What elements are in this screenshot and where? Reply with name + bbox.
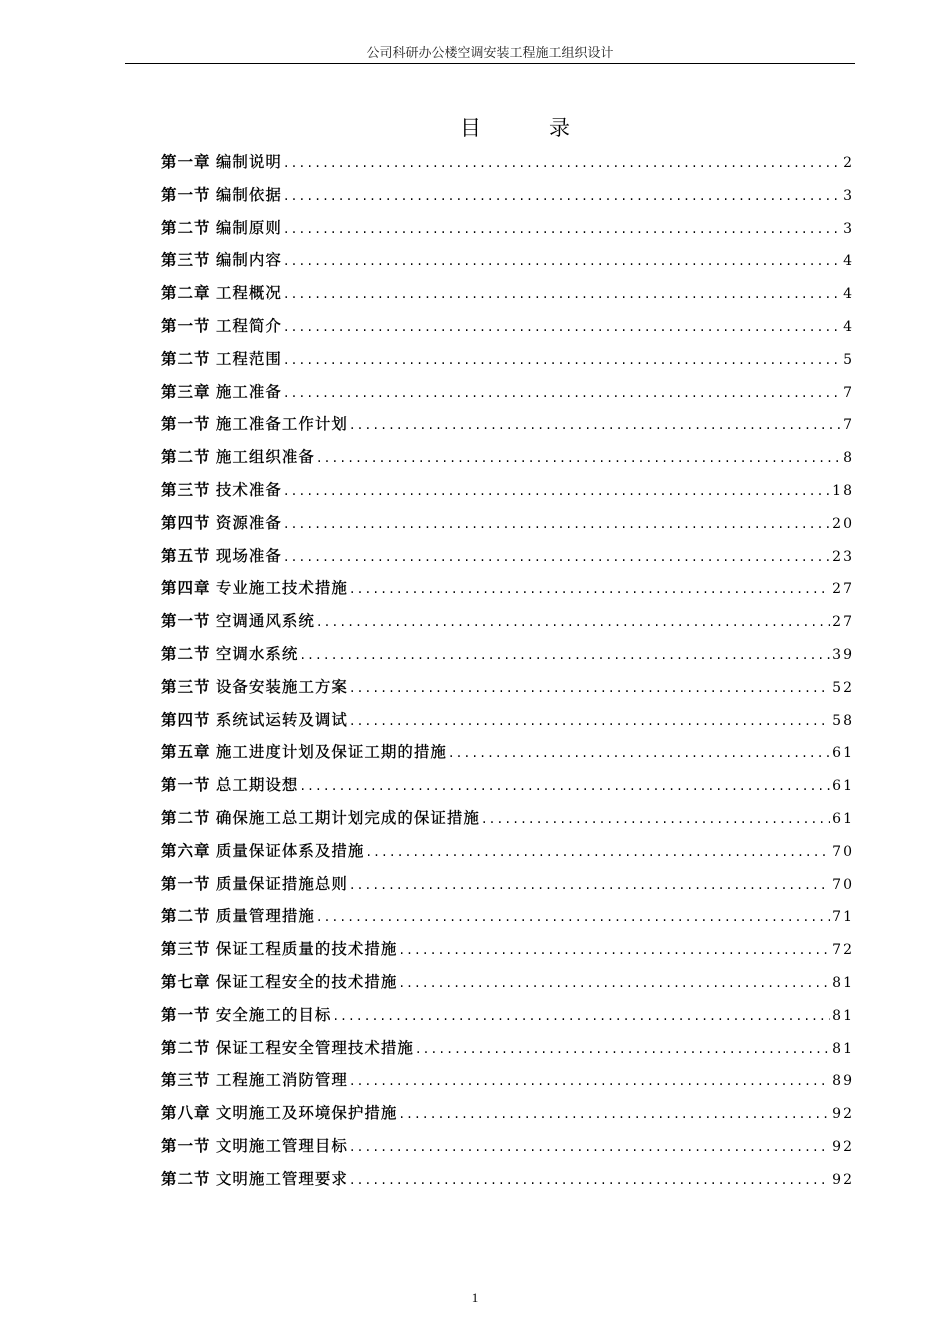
running-header: 公司科研办公楼空调安装工程施工组织设计	[366, 46, 614, 61]
toc-dot-leader	[350, 680, 830, 696]
toc-dot-leader	[284, 253, 841, 269]
toc-entry-label: 第二节	[161, 448, 211, 467]
toc-dot-leader	[482, 811, 830, 827]
toc-entry-label: 第三章	[161, 382, 211, 401]
toc-entry-label: 第三节	[161, 677, 211, 696]
toc-dot-leader	[284, 549, 830, 565]
toc-entry-page: 27	[832, 614, 854, 631]
toc-entry-page: 4	[843, 253, 854, 270]
toc-dot-leader	[284, 188, 841, 204]
toc-entry-title: 安全施工的目标	[215, 1005, 332, 1024]
toc-entry[interactable]	[161, 576, 854, 609]
toc-entry-title: 现场准备	[215, 546, 282, 565]
toc-dot-leader	[284, 286, 841, 302]
toc-dot-leader	[300, 778, 830, 794]
toc-entry-page: 81	[832, 1040, 854, 1057]
toc-entry[interactable]	[161, 380, 854, 413]
toc-entry-label: 第二节	[161, 644, 211, 663]
toc-entry[interactable]	[161, 1101, 854, 1134]
toc-entry-title: 文明施工及环境保护措施	[215, 1104, 398, 1123]
toc-dot-leader	[284, 385, 841, 401]
toc-entry-page: 61	[832, 810, 854, 827]
toc-entry-label: 第二章	[161, 284, 211, 303]
toc-dot-leader	[449, 745, 830, 761]
toc-entry[interactable]	[161, 478, 854, 511]
toc-entry-title: 文明施工管理要求	[215, 1169, 348, 1188]
toc-entry[interactable]	[161, 150, 854, 183]
toc-entry-title: 施工组织准备	[215, 448, 315, 467]
toc-entry-title: 质量管理措施	[215, 907, 315, 926]
toc-entry[interactable]	[161, 1134, 854, 1167]
toc-entry-label: 第二节	[161, 218, 211, 237]
toc-entry-label: 第二节	[161, 1038, 211, 1057]
toc-entry-title: 工程概况	[215, 284, 282, 303]
toc-entry-label: 第一章	[161, 153, 211, 171]
toc-entry-title: 施工准备工作计划	[215, 415, 348, 434]
toc-dot-leader	[284, 319, 841, 335]
toc-dot-leader	[350, 581, 830, 597]
toc-entry[interactable]	[161, 904, 854, 937]
toc-entry[interactable]	[161, 642, 854, 675]
toc-entry-title: 施工准备	[215, 382, 282, 401]
toc-dot-leader	[300, 647, 830, 663]
toc-entry[interactable]	[161, 773, 854, 806]
toc-entry[interactable]	[161, 675, 854, 708]
toc-dot-leader	[317, 614, 830, 630]
toc-entry-page: 92	[832, 1171, 854, 1188]
toc-entry-page: 71	[832, 909, 854, 926]
toc-entry-title: 技术准备	[215, 480, 282, 499]
toc-entry-label: 第三节	[161, 1071, 211, 1090]
toc-entry[interactable]	[161, 806, 854, 839]
toc-entry-label: 第一节	[161, 612, 211, 631]
toc-entry[interactable]	[161, 1068, 854, 1101]
toc-entry-title: 空调水系统	[215, 644, 299, 663]
toc-entry-title: 编制内容	[215, 251, 282, 270]
toc-entry-label: 第六章	[161, 841, 211, 860]
toc-entry-page: 20	[832, 515, 854, 532]
toc-entry-label: 第五章	[161, 743, 211, 762]
toc-entry-label: 第二节	[161, 1169, 211, 1188]
toc-dot-leader	[399, 1106, 830, 1122]
toc-entry[interactable]	[161, 970, 854, 1003]
toc-entry-label: 第二节	[161, 907, 211, 926]
toc-entry-title: 保证工程安全管理技术措施	[215, 1038, 414, 1057]
toc-entry[interactable]	[161, 347, 854, 380]
toc-entry-page: 5	[843, 351, 854, 368]
toc-dot-leader	[399, 942, 830, 958]
toc-entry-title: 系统试运转及调试	[215, 710, 348, 729]
toc-entry-page: 92	[832, 1106, 854, 1123]
toc-entry[interactable]	[161, 1036, 854, 1069]
toc-entry-title: 文明施工管理目标	[215, 1136, 348, 1155]
header-rule	[125, 63, 855, 64]
toc-entry-page: 7	[843, 417, 854, 434]
toc-entry[interactable]	[161, 708, 854, 741]
toc-entry-label: 第一节	[161, 185, 211, 204]
toc-entry-title: 设备安装施工方案	[215, 677, 348, 696]
toc-dot-leader	[350, 713, 830, 729]
toc-entry-page: 70	[832, 876, 854, 893]
toc-entry-label: 第七章	[161, 972, 211, 991]
toc-dot-leader	[284, 155, 841, 171]
toc-entry-page: 39	[832, 646, 854, 663]
toc-entry[interactable]	[161, 937, 854, 970]
toc-title	[0, 112, 950, 142]
toc-entry-label: 第三节	[161, 480, 211, 499]
toc-entry[interactable]	[161, 1003, 854, 1036]
toc-entry[interactable]	[161, 183, 854, 216]
toc-entry-page: 92	[832, 1138, 854, 1155]
toc-entry-title: 工程范围	[215, 349, 282, 368]
toc-entry-label: 第一节	[161, 776, 211, 795]
toc-entry-label: 第四节	[161, 710, 211, 729]
toc-dot-leader	[416, 1041, 830, 1057]
toc-dot-leader	[399, 975, 830, 991]
toc-entry-title: 保证工程质量的技术措施	[215, 940, 398, 959]
toc-dot-leader	[284, 352, 841, 368]
toc-entry-page: 23	[832, 548, 854, 565]
toc-entry-page: 2	[843, 155, 854, 171]
toc-entry-page: 3	[843, 187, 854, 204]
toc-entry-page: 61	[832, 745, 854, 762]
toc-entry-label: 第三节	[161, 940, 211, 959]
toc-entry-page: 72	[832, 942, 854, 959]
toc-entry-page: 8	[843, 450, 854, 467]
toc-entry-page: 61	[832, 778, 854, 795]
toc-entry-title: 编制说明	[215, 153, 282, 171]
toc-entry-label: 第四章	[161, 579, 211, 598]
toc-entry[interactable]	[161, 281, 854, 314]
toc-entry[interactable]	[161, 872, 854, 905]
toc-entry-label: 第一节	[161, 316, 211, 335]
toc-entry-title: 质量保证体系及措施	[215, 841, 365, 860]
toc-entry-label: 第八章	[161, 1104, 211, 1123]
toc-entry-page: 81	[832, 974, 854, 991]
toc-entry-label: 第一节	[161, 874, 211, 893]
toc-dot-leader	[350, 417, 841, 433]
toc-entry-label: 第一节	[161, 1136, 211, 1155]
toc-entry-page: 70	[832, 843, 854, 860]
toc-entry-title: 编制依据	[215, 185, 282, 204]
toc-entry-title: 确保施工总工期计划完成的保证措施	[215, 808, 480, 827]
toc-dot-leader	[284, 516, 830, 532]
toc-list	[161, 150, 854, 1200]
toc-entry-title: 质量保证措施总则	[215, 874, 348, 893]
toc-entry-page: 58	[832, 712, 854, 729]
toc-entry[interactable]	[161, 1167, 854, 1200]
page-number: 1	[471, 1290, 479, 1305]
toc-entry-label: 第二节	[161, 808, 211, 827]
toc-dot-leader	[350, 1073, 830, 1089]
toc-entry-page: 27	[832, 581, 854, 598]
toc-entry-label: 第二节	[161, 349, 211, 368]
toc-entry[interactable]	[161, 248, 854, 281]
toc-entry-title: 工程简介	[215, 316, 282, 335]
toc-entry-title: 编制原则	[215, 218, 282, 237]
toc-entry-page: 18	[832, 482, 854, 499]
toc-entry[interactable]	[161, 216, 854, 249]
toc-entry[interactable]	[161, 839, 854, 872]
toc-dot-leader	[350, 1172, 830, 1188]
toc-dot-leader	[284, 221, 841, 237]
toc-entry[interactable]	[161, 740, 854, 773]
toc-dot-leader	[366, 844, 830, 860]
toc-entry-page: 3	[843, 220, 854, 237]
toc-entry-title: 工程施工消防管理	[215, 1071, 348, 1090]
toc-entry-page: 4	[843, 286, 854, 303]
toc-dot-leader	[333, 1008, 830, 1024]
toc-entry-label: 第五节	[161, 546, 211, 565]
toc-entry-title: 资源准备	[215, 513, 282, 532]
toc-entry-page: 52	[832, 679, 854, 696]
toc-title-char-1: 目	[460, 116, 481, 140]
toc-entry[interactable]	[161, 511, 854, 544]
toc-entry-title: 专业施工技术措施	[215, 579, 348, 598]
toc-dot-leader	[350, 877, 830, 893]
toc-entry-label: 第四节	[161, 513, 211, 532]
toc-entry-page: 7	[843, 384, 854, 401]
toc-entry[interactable]	[161, 445, 854, 478]
toc-entry-label: 第一节	[161, 415, 211, 434]
toc-entry-page: 81	[832, 1007, 854, 1024]
toc-dot-leader	[317, 450, 841, 466]
toc-entry[interactable]	[161, 412, 854, 445]
toc-entry[interactable]	[161, 314, 854, 347]
toc-entry-page: 89	[832, 1073, 854, 1090]
toc-entry-page: 4	[843, 318, 854, 335]
toc-dot-leader	[350, 1139, 830, 1155]
toc-entry-title: 施工进度计划及保证工期的措施	[215, 743, 447, 762]
toc-entry-label: 第一节	[161, 1005, 211, 1024]
toc-entry-title: 保证工程安全的技术措施	[215, 972, 398, 991]
toc-dot-leader	[317, 909, 830, 925]
toc-entry-title: 空调通风系统	[215, 612, 315, 631]
toc-entry-title: 总工期设想	[215, 776, 299, 795]
toc-dot-leader	[284, 483, 830, 499]
toc-entry[interactable]	[161, 544, 854, 577]
toc-entry[interactable]	[161, 609, 854, 642]
toc-entry-label: 第三节	[161, 251, 211, 270]
toc-title-char-2: 录	[549, 116, 570, 140]
